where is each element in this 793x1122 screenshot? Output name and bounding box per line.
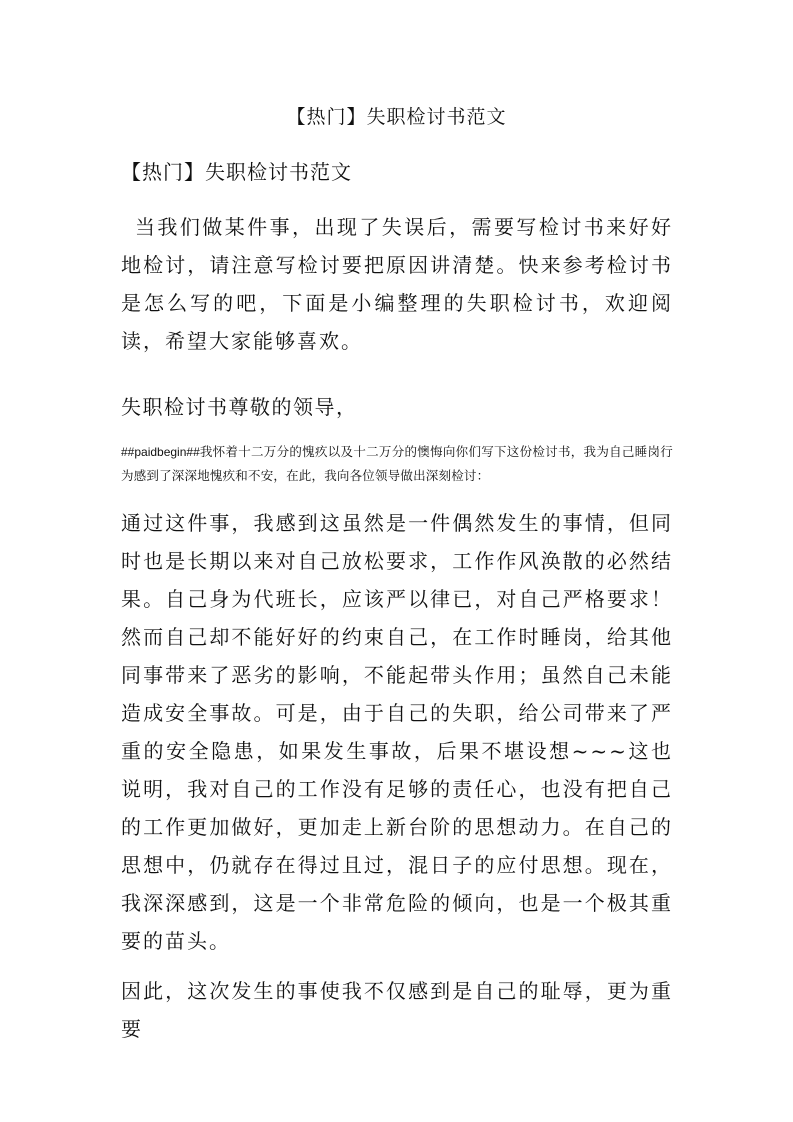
body-paragraph-1: 通过这件事，我感到这虽然是一件偶然发生的事情，但同时也是长期以来对自己放松要求，工作作风涣散的必然结果。自己身为代班长，应该严以律已，对自己严格要求！然而自己却不能好好的约束自己，在工作时睡岗，给其他同事带来了恶劣的影响，不能起带头作用；虽然自己未能造成安全事故。可是，由于自己的失职，给公司带来了严重的安全隐患，如果发生事故，后果不堪设想~~~这也说明，我对自己的工作没有足够的责任心，也没有把自己的工作更加做好，更加走上新台阶的思想动力。在自己的思想中，仍就存在得过且过，混日子的应付思想。现在，我深深感到，这是一个非常危险的倾向，也是一个极其重要的苗头。	[121, 511, 673, 953]
intro-paragraph: 当我们做某件事，出现了失误后，需要写检讨书来好好地检讨，请注意写检讨要把原因讲清楚。快来参考检讨书是怎么写的吧，下面是小编整理的失职检讨书，欢迎阅读，希望大家能够喜欢。	[121, 215, 673, 353]
apology-text: 我怀着十二万分的愧疚以及十二万分的懊悔向你们写下这份检讨书，我为自己睡岗行为感到了深深地愧疚和不安，在此，我向各位领导做出深刻检讨：	[121, 444, 673, 483]
greeting-line: 失职检讨书尊敬的领导，	[121, 395, 358, 419]
section-heading: 【热门】失职检讨书范文	[121, 160, 352, 184]
apology-paragraph	[121, 440, 673, 487]
body-paragraph-2: 因此，这次发生的事使我不仅感到是自己的耻辱，更为重要	[121, 979, 673, 1041]
document-title: 【热门】失职检讨书范文	[286, 106, 507, 128]
paid-marker: ##paidbegin##	[121, 445, 200, 459]
